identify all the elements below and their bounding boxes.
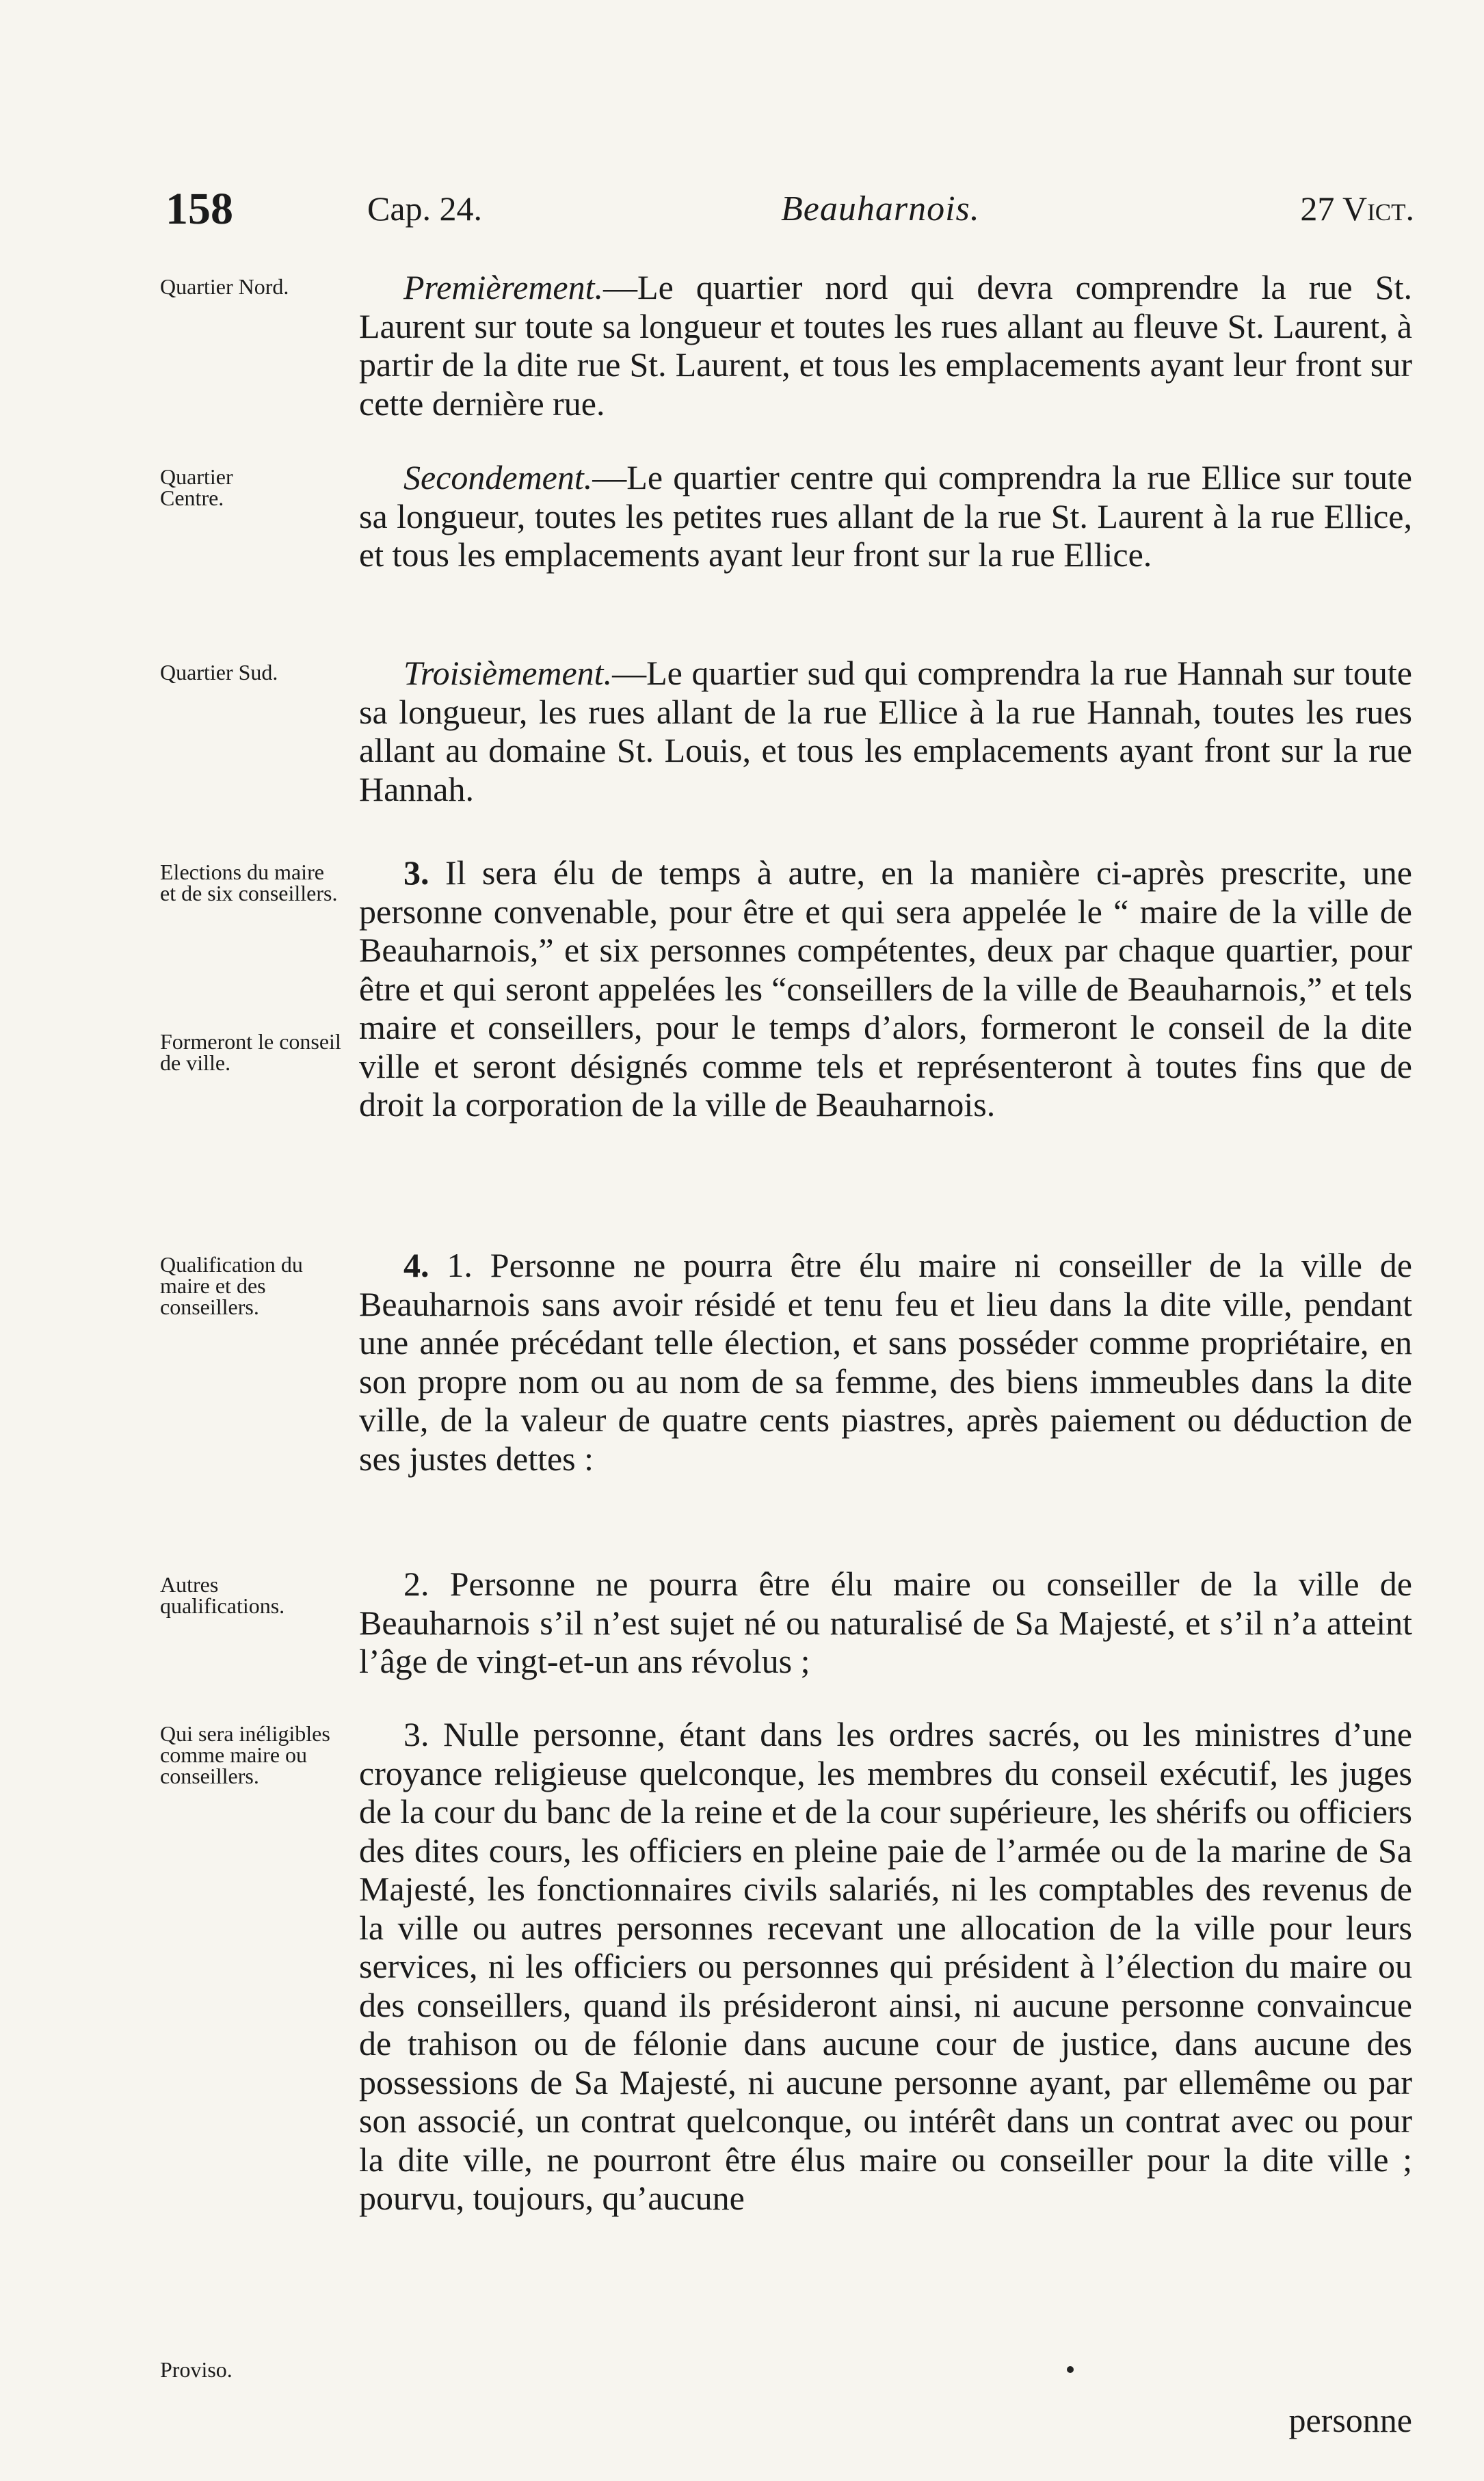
text-quartier-nord: —Le quartier nord qui devra comprendre la rue St. Laurent sur toute sa longueur et toutes les rues allant au fleuve St. Laurent, à partir de la dite rue St. Laurent, et tous les emplacements ayant leur front sur cette dernière rue. bbox=[359, 268, 1412, 423]
margin-note-proviso: Proviso. bbox=[160, 2357, 233, 2382]
margin-note-autres-qualifications: Autres qualifications. bbox=[160, 1572, 285, 1618]
paragraph-quartier-centre bbox=[359, 458, 1412, 574]
margin-note-ineligibles: Qui sera inéligibles comme maire ou conseillers. bbox=[160, 1721, 330, 1788]
section-4-3-text: 3. Nulle personne, étant dans les ordres sacrés, ou les ministres d’une croyance religieuse quelconque, les membres du conseil exécutif, les juges de la cour du banc de la reine et de la cour supérieure, les shérifs ou officiers des dites cours, les officiers en pleine paie de l’armée ou de la marine de Sa Majesté, les fonctionnaires civils salariés, ni les comptables des revenus de la ville ou autres personnes recevant une allocation de la ville pour leurs services, ni les officiers ou personnes qui président à l’élection du maire ou des conseillers, quand ils présideront ainsi, ni aucune personne convaincue de trahison ou de félonie dans aucune cour de justice, dans aucune des possessions de Sa Majesté, ni aucune personne ayant, par ellemême ou par son associé, un contrat quelconque, ou intérêt dans un contrat avec ou pour la dite ville, ne pourront être élus maire ou conseiller pour la dite ville ; pourvu, toujours, qu’aucune bbox=[359, 1715, 1412, 2217]
chapter-label: Cap. 24. bbox=[367, 189, 483, 228]
regnal-year: 27 Vict. bbox=[1300, 189, 1414, 228]
lead-secondement: Secondement. bbox=[403, 458, 593, 496]
margin-note-conseil: Formeront le conseil de ville. bbox=[160, 1029, 341, 1075]
section-3 bbox=[359, 853, 1412, 1124]
ink-speck bbox=[1067, 2366, 1074, 2373]
paragraph-quartier-sud bbox=[359, 654, 1412, 808]
margin-note-elections: Elections du maire et de six conseillers. bbox=[160, 860, 338, 905]
section-4-1 bbox=[359, 1246, 1412, 1478]
section-4-3 bbox=[359, 1715, 1412, 2218]
margin-note-qualification: Qualification du maire et des conseillers. bbox=[160, 1252, 303, 1319]
margin-note-quartier-centre: Quartier Centre. bbox=[160, 464, 233, 510]
text-quartier-centre: —Le quartier centre qui comprendra la rue Ellice sur toute sa longueur, toutes les petites rues allant de la rue St. Laurent à la rue Ellice, et tous les emplacements ayant leur front sur la rue Ellice. bbox=[359, 458, 1412, 574]
section-3-text: Il sera élu de temps à autre, en la manière ci-après prescrite, une personne convenable, pour être et qui sera appelée le “ maire de la ville de Beauharnois,” et six personnes compétentes, deux par chaque quartier, pour être et qui seront appelées les “conseillers de la ville de Beauharnois,” et tels maire et conseillers, pour le temps d’alors, formeront le conseil de la dite ville et seront désignés comme tels et représenteront à toutes fins que de droit la corporation de la ville de Beauharnois. bbox=[359, 853, 1412, 1124]
page-number: 158 bbox=[165, 184, 233, 234]
section-4-1-text: 1. Personne ne pourra être élu maire ni conseiller de la ville de Beauharnois sans avoir résidé et tenu feu et lieu dans la dite ville, pendant une année précédant telle élection, et sans posséder comme propriétaire, en son propre nom ou au nom de sa femme, des biens immeubles dans la dite ville, de la valeur de quatre cents piastres, après paiement ou déduction de ses justes dettes : bbox=[359, 1246, 1412, 1478]
margin-note-quartier-nord: Quartier Nord. bbox=[160, 274, 289, 299]
margin-note-quartier-sud: Quartier Sud. bbox=[160, 660, 278, 685]
running-header bbox=[165, 183, 1414, 238]
paragraph-quartier-nord bbox=[359, 268, 1412, 423]
section-4-2-text: 2. Personne ne pourra être élu maire ou conseiller de la ville de Beauharnois s’il n’est sujet né ou naturalisé de Sa Majesté, et s’il n’a atteint l’âge de vingt-et-un ans révolus ; bbox=[359, 1565, 1412, 1680]
section-4-number: 4. bbox=[403, 1246, 429, 1284]
section-4-2 bbox=[359, 1565, 1412, 1681]
lead-troisiemement: Troisièmement. bbox=[403, 654, 613, 692]
catchword: personne bbox=[1288, 2401, 1412, 2439]
running-title: Beauharnois. bbox=[781, 189, 980, 228]
text-quartier-sud: —Le quartier sud qui comprendra la rue Hannah sur toute sa longueur, les rues allant de la rue Ellice à la rue Hannah, toutes les rues allant au domaine St. Louis, et tous les emplacements ayant front sur la rue Hannah. bbox=[359, 654, 1412, 808]
lead-premierement: Premièrement. bbox=[403, 268, 604, 306]
section-3-number: 3. bbox=[403, 853, 429, 892]
